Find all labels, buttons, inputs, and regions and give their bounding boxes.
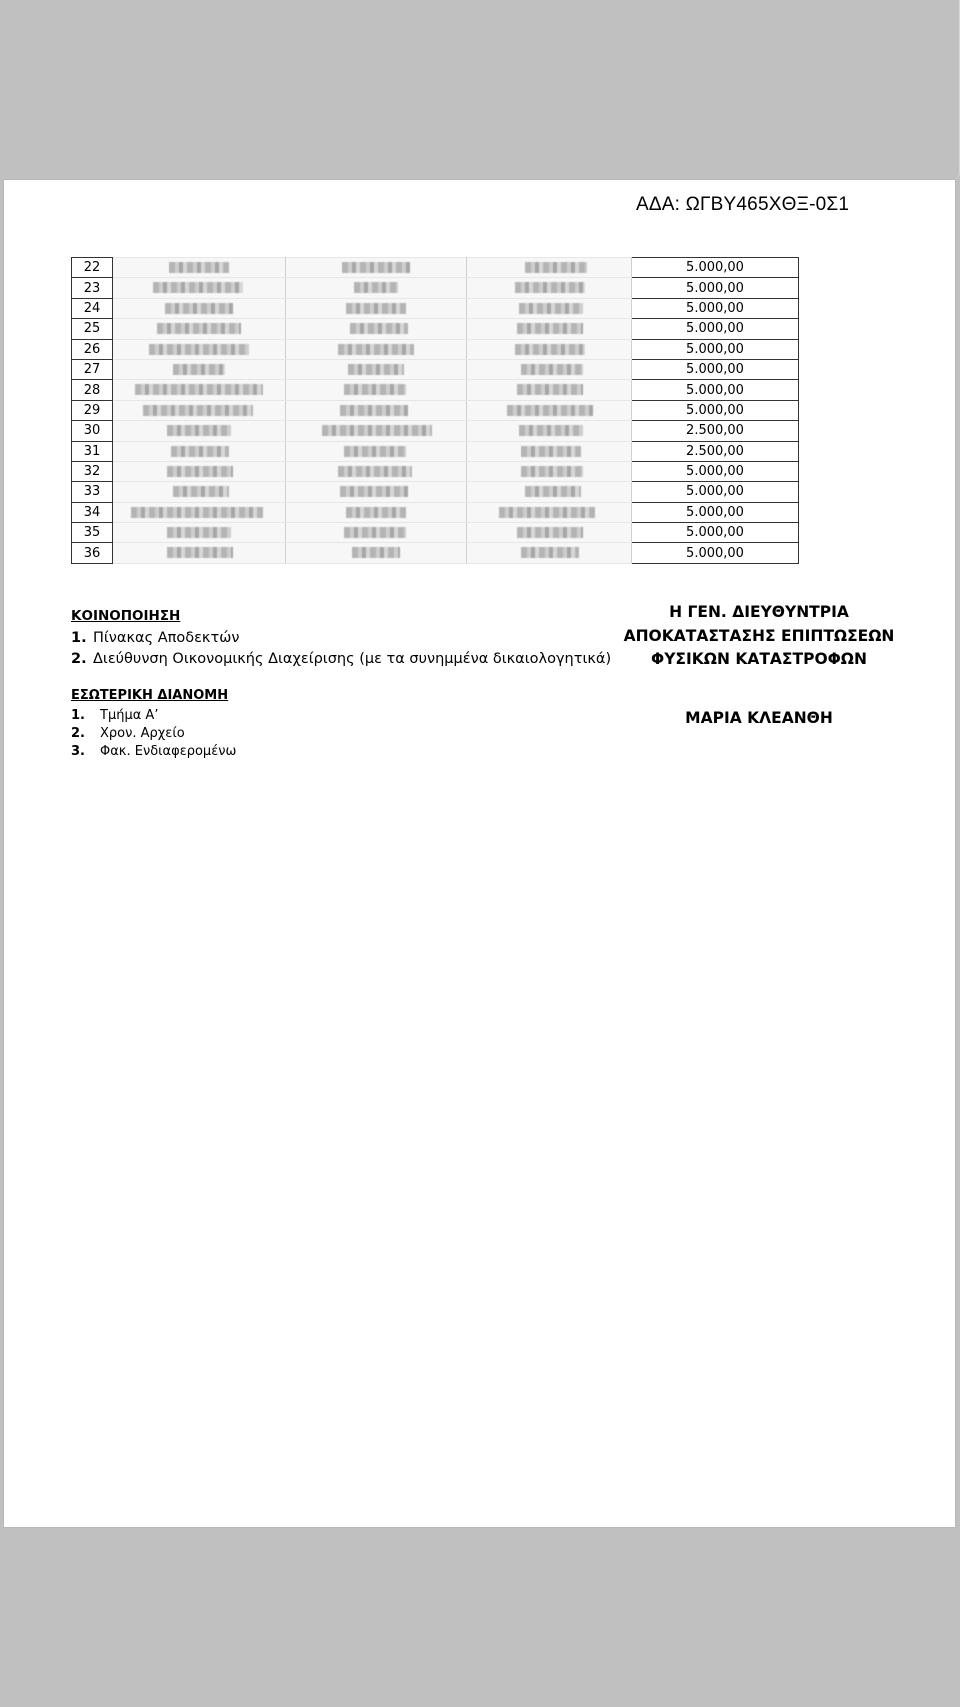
list-item-text: Τμήμα Α’ xyxy=(100,708,159,723)
list-item xyxy=(71,708,611,723)
redacted-cell xyxy=(286,258,467,278)
table-row xyxy=(72,400,799,420)
table-row xyxy=(72,543,799,563)
redaction-blur xyxy=(342,262,410,273)
redaction-blur xyxy=(171,446,229,457)
redacted-cell xyxy=(467,441,632,461)
redacted-cell xyxy=(113,400,286,420)
redacted-cell xyxy=(467,400,632,420)
redaction-blur xyxy=(167,425,231,436)
redaction-blur xyxy=(173,486,229,497)
redaction-blur xyxy=(346,507,406,518)
redacted-cell xyxy=(286,359,467,379)
redacted-cell xyxy=(113,421,286,441)
redaction-blur xyxy=(344,384,406,395)
list-item-number: 1. xyxy=(71,630,87,646)
signature-title-line-1: Η ΓΕΝ. ΔΙΕΥΘΥΝΤΡΙΑ xyxy=(669,603,849,621)
table-row xyxy=(72,421,799,441)
redacted-cell xyxy=(467,278,632,298)
amount-cell: 5.000,00 xyxy=(632,278,799,298)
redacted-cell xyxy=(113,319,286,339)
table-row xyxy=(72,441,799,461)
signature-title-line-2: ΑΠΟΚΑΤΑΣΤΑΣΗΣ ΕΠΙΠΤΩΣΕΩΝ xyxy=(623,626,895,645)
amount-cell: 5.000,00 xyxy=(632,359,799,379)
amount-cell: 5.000,00 xyxy=(632,523,799,543)
redacted-cell xyxy=(467,502,632,522)
redacted-cell xyxy=(467,319,632,339)
redacted-cell xyxy=(467,359,632,379)
redaction-blur xyxy=(167,547,233,558)
redacted-cell xyxy=(467,421,632,441)
redacted-cell xyxy=(286,543,467,563)
redacted-cell xyxy=(113,380,286,400)
redacted-cell xyxy=(113,461,286,481)
redaction-blur xyxy=(515,282,585,293)
redacted-cell xyxy=(467,380,632,400)
redaction-blur xyxy=(521,547,579,558)
redacted-cell xyxy=(286,421,467,441)
redacted-cell xyxy=(286,441,467,461)
row-number: 28 xyxy=(72,380,113,400)
list-item-text: Διεύθυνση Οικονομικής Διαχείρισης (με τα συνημμένα δικαιολογητικά) xyxy=(93,651,612,667)
redaction-blur xyxy=(519,303,583,314)
recipients-table-body xyxy=(72,258,799,564)
redacted-cell xyxy=(113,441,286,461)
redaction-blur xyxy=(348,364,404,375)
recipients-table xyxy=(71,257,799,564)
redaction-blur xyxy=(131,507,263,518)
row-number: 27 xyxy=(72,359,113,379)
redaction-blur xyxy=(525,486,581,497)
redacted-cell xyxy=(113,543,286,563)
redacted-cell xyxy=(286,339,467,359)
redaction-blur xyxy=(352,547,400,558)
redaction-blur xyxy=(507,405,593,416)
document-page xyxy=(4,180,955,1527)
row-number: 32 xyxy=(72,461,113,481)
redacted-cell xyxy=(113,523,286,543)
redacted-cell xyxy=(467,258,632,278)
amount-cell: 5.000,00 xyxy=(632,502,799,522)
signatory-name: ΜΑΡΙΑ ΚΛΕΑΝΘΗ xyxy=(685,708,833,727)
redacted-cell xyxy=(286,380,467,400)
page-edge xyxy=(951,0,960,180)
redacted-cell xyxy=(113,502,286,522)
redaction-blur xyxy=(173,364,225,375)
redacted-cell xyxy=(286,278,467,298)
row-number: 26 xyxy=(72,339,113,359)
row-number: 33 xyxy=(72,482,113,502)
redaction-blur xyxy=(338,466,412,477)
table-row xyxy=(72,380,799,400)
internal-distribution-list xyxy=(71,708,611,759)
amount-cell: 2.500,00 xyxy=(632,421,799,441)
redacted-cell xyxy=(113,278,286,298)
list-item-text: Χρον. Αρχείο xyxy=(100,726,185,741)
redaction-blur xyxy=(350,323,408,334)
redacted-cell xyxy=(113,298,286,318)
redaction-blur xyxy=(167,466,233,477)
internal-distribution-section xyxy=(71,688,611,759)
redacted-cell xyxy=(286,400,467,420)
redaction-blur xyxy=(346,303,406,314)
amount-cell: 5.000,00 xyxy=(632,380,799,400)
redaction-blur xyxy=(143,405,253,416)
row-number: 34 xyxy=(72,502,113,522)
amount-cell: 5.000,00 xyxy=(632,482,799,502)
table-row xyxy=(72,461,799,481)
redacted-cell xyxy=(467,543,632,563)
redaction-blur xyxy=(354,282,398,293)
row-number: 29 xyxy=(72,400,113,420)
redacted-cell xyxy=(286,523,467,543)
list-item xyxy=(71,651,611,667)
amount-cell: 5.000,00 xyxy=(632,400,799,420)
row-number: 23 xyxy=(72,278,113,298)
list-item-number: 2. xyxy=(71,651,87,667)
signature-block xyxy=(609,601,909,730)
redaction-blur xyxy=(149,344,249,355)
redaction-blur xyxy=(517,527,583,538)
signature-title-line-3: ΦΥΣΙΚΩΝ ΚΑΤΑΣΤΡΟΦΩΝ xyxy=(651,650,867,668)
redacted-cell xyxy=(286,461,467,481)
table-row xyxy=(72,523,799,543)
internal-distribution-title: ΕΣΩΤΕΡΙΚΗ ΔΙΑΝΟΜΗ xyxy=(71,688,229,703)
redaction-blur xyxy=(519,425,583,436)
redaction-blur xyxy=(338,344,414,355)
notification-list xyxy=(71,630,611,667)
redacted-cell xyxy=(286,319,467,339)
redaction-blur xyxy=(167,527,231,538)
amount-cell: 2.500,00 xyxy=(632,441,799,461)
redacted-cell xyxy=(113,339,286,359)
row-number: 36 xyxy=(72,543,113,563)
list-item-number: 1. xyxy=(71,708,85,723)
notification-section xyxy=(71,608,611,667)
redacted-cell xyxy=(286,502,467,522)
redaction-blur xyxy=(525,262,587,273)
redacted-cell xyxy=(113,482,286,502)
list-item-text: Φακ. Ενδιαφερομένω xyxy=(100,744,237,759)
redaction-blur xyxy=(169,262,229,273)
row-number: 35 xyxy=(72,523,113,543)
redaction-blur xyxy=(521,364,583,375)
amount-cell: 5.000,00 xyxy=(632,319,799,339)
redacted-cell xyxy=(467,339,632,359)
redacted-cell xyxy=(467,523,632,543)
redaction-blur xyxy=(340,486,408,497)
row-number: 25 xyxy=(72,319,113,339)
redaction-blur xyxy=(153,282,243,293)
redaction-blur xyxy=(165,303,233,314)
redacted-cell xyxy=(467,461,632,481)
ada-code: ΑΔΑ: ΩΓΒΥ465ΧΘΞ-0Σ1 xyxy=(636,194,850,215)
table-row xyxy=(72,339,799,359)
redacted-cell xyxy=(286,482,467,502)
table-row xyxy=(72,298,799,318)
redaction-blur xyxy=(157,323,241,334)
redaction-blur xyxy=(135,384,263,395)
row-number: 31 xyxy=(72,441,113,461)
redaction-blur xyxy=(515,344,585,355)
redaction-blur xyxy=(499,507,595,518)
redacted-cell xyxy=(467,298,632,318)
amount-cell: 5.000,00 xyxy=(632,298,799,318)
list-item-text: Πίνακας Αποδεκτών xyxy=(93,630,240,646)
row-number: 24 xyxy=(72,298,113,318)
table-row xyxy=(72,278,799,298)
redaction-blur xyxy=(340,405,408,416)
amount-cell: 5.000,00 xyxy=(632,461,799,481)
list-item xyxy=(71,744,611,759)
table-row xyxy=(72,502,799,522)
redacted-cell xyxy=(286,298,467,318)
redaction-blur xyxy=(344,446,406,457)
table-row xyxy=(72,258,799,278)
redaction-blur xyxy=(521,446,581,457)
redaction-blur xyxy=(517,384,583,395)
amount-cell: 5.000,00 xyxy=(632,543,799,563)
list-item xyxy=(71,630,611,646)
list-item xyxy=(71,726,611,741)
distribution-block xyxy=(71,608,611,762)
redacted-cell xyxy=(113,359,286,379)
redacted-cell xyxy=(467,482,632,502)
table-row xyxy=(72,482,799,502)
redaction-blur xyxy=(521,466,583,477)
table-row xyxy=(72,319,799,339)
row-number: 22 xyxy=(72,258,113,278)
list-item-number: 3. xyxy=(71,744,85,759)
row-number: 30 xyxy=(72,421,113,441)
notification-title: ΚΟΙΝΟΠΟΙΗΣΗ xyxy=(71,608,181,624)
table-row xyxy=(72,359,799,379)
redaction-blur xyxy=(322,425,432,436)
amount-cell: 5.000,00 xyxy=(632,339,799,359)
amount-cell: 5.000,00 xyxy=(632,258,799,278)
redaction-blur xyxy=(517,323,583,334)
redacted-cell xyxy=(113,258,286,278)
redaction-blur xyxy=(344,527,406,538)
list-item-number: 2. xyxy=(71,726,85,741)
